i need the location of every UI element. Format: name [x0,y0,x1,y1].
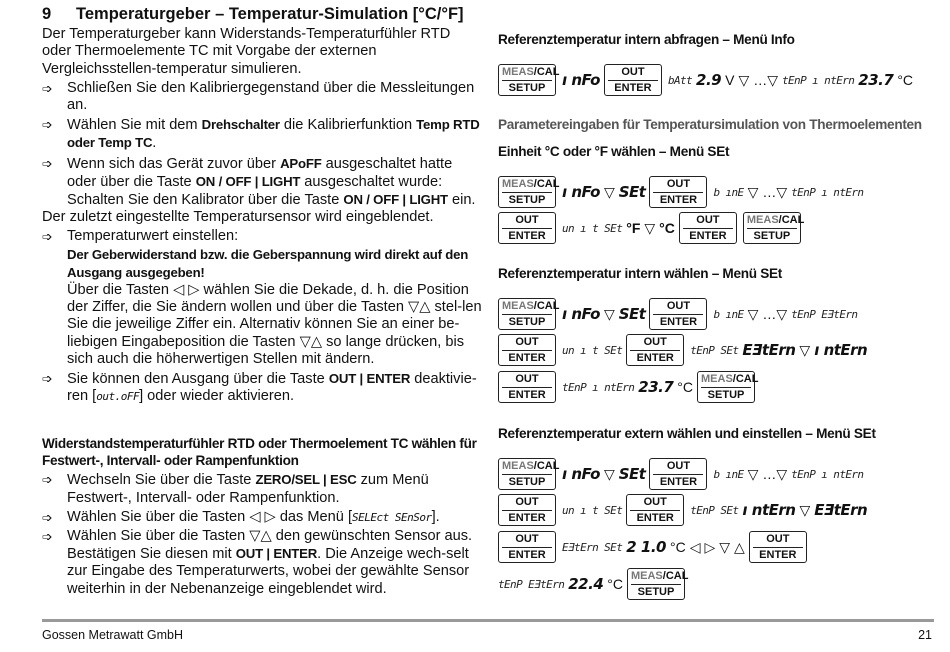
sequence-extern-2 [498,493,871,527]
meas-cal-setup-key: MEAS/CAL SETUP [743,212,801,244]
lcd-temp-extern: tEnP EƎtErn [791,307,858,321]
down-arrow-icon: ▽ [747,183,759,200]
list-item [42,528,482,598]
down-arrow-icon: ▽ [603,305,615,322]
lcd-set: SEt [618,465,646,483]
lcd-unit-set: un ı t SEt [562,343,623,357]
unit-celsius: °C [669,539,686,555]
sequence-extern-3 [498,530,813,564]
out-enter-key: OUT ENTER [649,176,707,208]
list-item-text: Wählen Sie über die Tasten ◁ ▷ das Menü [SELEct SEnSor]. [67,508,440,525]
dots-down-icon: …▽ [762,183,788,200]
list-item [42,80,482,114]
list-item-text: Wählen Sie mit dem Drehschalter die Kalibrierfunktion Temp RTD oder Temp TC. [67,117,480,152]
sequence-info [498,63,917,97]
list-item-text: Temperaturwert einstellen: Der Geberwiderstand bzw. die Geberspannung wird direkt auf den Ausgang ausgegeben! Über die Tasten ◁ ▷ wählen Sie die Dekade, d. h. die Position der Ziffer, die Sie ändern wollen und über die Tasten ▽△ stel-len Sie die jeweilige Ziffer ein. Alternativ können Sie an einer be-liebigen Eingabeposition die Tasten ▽△ so lange drücken, bis sich auch die höherwertigen Stellen mit ändern. [67,228,482,367]
out-enter-key: OUT ENTER [679,212,737,244]
lcd-temp-set: tEnP SEt [690,503,739,517]
lcd-info: ı nFo [562,71,600,89]
heading-extern: Referenztemperatur extern wählen und einstellen – Menü SEt [498,426,876,441]
out-enter-key: OUT ENTER [604,64,662,96]
arrow-bullet-icon: ➩ [42,80,53,96]
meas-cal-setup-key: MEAS/CAL SETUP [498,176,556,208]
lcd-extern: EƎtErn [742,341,796,359]
sequence-intern-3 [498,370,761,404]
lcd-info: ı nFo [562,183,600,201]
list-item [42,155,482,210]
lcd-info: ı nFo [562,305,600,323]
lcd-temp-extern-value: 22.4 [568,575,604,593]
sequence-extern-4 [498,567,691,601]
list-item-text: Wählen Sie über die Tasten ▽△ den gewünschten Sensor aus. Bestätigen Sie diesen mit OUT | ENTER. Die Anzeige wech-selt zur Eingabe des Temperaturwerts, wobei der gewählte Sensor weiterhin in der Nebenanzeige eingeblendet wird. [67,528,473,597]
dots-down-icon: …▽ [762,305,788,322]
lcd-intern: ı ntErn [814,341,868,359]
down-arrow-icon: ▽ [603,465,615,482]
lcd-bine: b ınE [713,467,744,481]
arrow-bullet-icon: ➩ [42,155,53,171]
out-enter-key: OUT ENTER [649,298,707,330]
unit-volt: V [725,72,735,88]
lcd-bine: b ınE [713,307,744,321]
paragraph: Der zuletzt eingestellte Temperatursensor wird eingeblendet. [42,209,434,226]
lcd-temp-intern: tEnP ı ntErn [562,380,635,394]
meas-cal-setup-key: MEAS/CAL SETUP [697,371,755,403]
out-enter-key: OUT ENTER [498,371,556,403]
dots-down-icon: …▽ [753,71,779,88]
out-enter-key: OUT ENTER [498,531,556,563]
down-arrow-icon: ▽ [738,71,750,88]
arrow-bullet-icon: ➩ [42,529,53,545]
lcd-batt: bAtt [667,73,693,87]
lcd-unit-set: un ı t SEt [562,221,623,235]
out-enter-key: OUT ENTER [498,494,556,526]
list-item [42,471,482,506]
intro-paragraph: Der Temperaturgeber kann Widerstands-Temperaturfühler RTD oder Thermoelemente TC mit Vorgabe der externen Vergleichsstellen-temperatur simulieren. [42,26,451,77]
sequence-unit-1 [498,175,867,209]
heading-params: Parametereingaben für Temperatursimulation von Thermoelementen [498,117,922,132]
section-heading [42,6,482,23]
arrow-bullet-icon: ➩ [42,117,53,133]
down-arrow-icon: ▽ [799,501,811,518]
lcd-temp-intern: tEnP ı ntErn [791,185,864,199]
subsection-heading: Widerstandstemperaturfühler RTD oder Thermoelement TC wählen für Festwert-, Intervall- oder Rampenfunktion [42,436,477,469]
list-item-text: Sie können den Ausgang über die Taste OUT | ENTER deaktivie-ren [out.oFF] oder wieder aktivieren. [67,371,477,405]
up-arrow-icon: △ [734,538,745,555]
down-arrow-icon: ▽ [747,305,759,322]
meas-cal-setup-key: MEAS/CAL SETUP [498,458,556,490]
section-title: Temperaturgeber – Temperatur-Simulation [°C/°F] [76,5,464,23]
list-item-text: Schließen Sie den Kalibriergegenstand über die Messleitungen an. [67,79,475,114]
sequence-unit-2 [498,211,807,245]
meas-cal-setup-key: MEAS/CAL SETUP [627,568,685,600]
down-arrow-icon: ▽ [799,341,811,358]
unit-celsius: °C [897,72,914,88]
down-arrow-icon: ▽ [719,538,731,555]
lcd-batt-value: 2.9 [696,71,722,89]
section-number: 9 [42,5,52,23]
dots-down-icon: …▽ [762,465,788,482]
unit-celsius: °C [607,576,623,592]
arrow-bullet-icon: ➩ [42,229,53,245]
list-item-text: Wechseln Sie über die Taste ZERO/SEL | ESC zum Menü Festwert-, Intervall- oder Rampenfunktion. [67,472,429,506]
meas-cal-setup-key: MEAS/CAL SETUP [498,298,556,330]
heading-unit: Einheit °C oder °F wählen – Menü SEt [498,144,730,159]
meas-cal-setup-key: MEAS/CAL SETUP [498,64,556,96]
down-arrow-icon: ▽ [603,183,615,200]
right-arrow-icon: ▷ [704,538,716,555]
heading-info: Referenztemperatur intern abfragen – Menü Info [498,32,795,47]
lcd-info: ı nFo [562,465,600,483]
unit-fahrenheit: °F [626,220,641,236]
lcd-temp-set: tEnP SEt [690,343,739,357]
page-number: 21 [918,628,932,642]
unit-celsius: °C [677,379,694,395]
lcd-extern-set: EƎtErn SEt [562,540,623,554]
lcd-extern: EƎtErn [814,501,868,519]
footer-rule [42,619,934,622]
lcd-set: SEt [618,305,646,323]
down-arrow-icon: ▽ [644,219,656,236]
left-column [42,6,482,598]
unit-celsius: °C [659,220,675,236]
sequence-intern-2 [498,333,871,367]
lcd-bine: b ınE [713,185,744,199]
sequence-intern-1 [498,297,861,331]
lcd-extern-set-value: 2 1.0 [626,538,666,556]
out-enter-key: OUT ENTER [626,334,684,366]
list-item [42,116,482,152]
arrow-bullet-icon: ➩ [42,509,53,525]
sequence-extern-1 [498,457,867,491]
out-enter-key: OUT ENTER [498,334,556,366]
list-item-text: Wenn sich das Gerät zuvor über APoFF ausgeschaltet hatte oder über die Taste ON / OFF | LIGHT ausgeschaltet wurde: Schalten Sie den Kalibrator über die Taste ON / OFF | LIGHT ein. [67,155,476,209]
down-arrow-icon: ▽ [747,465,759,482]
arrow-bullet-icon: ➩ [42,371,53,387]
arrow-bullet-icon: ➩ [42,472,53,488]
out-enter-key: OUT ENTER [749,531,807,563]
lcd-unit-set: un ı t SEt [562,503,623,517]
lcd-set: SEt [618,183,646,201]
left-arrow-icon: ◁ [689,538,701,555]
out-enter-key: OUT ENTER [626,494,684,526]
out-enter-key: OUT ENTER [498,212,556,244]
lcd-intern: ı ntErn [742,501,796,519]
footer-company: Gossen Metrawatt GmbH [42,628,184,642]
heading-intern: Referenztemperatur intern wählen – Menü SEt [498,266,782,281]
list-item [42,228,482,368]
lcd-temp-intern-value: 23.7 [638,378,674,396]
lcd-temp-extern: tEnP EƎtErn [498,577,565,591]
lcd-temp-intern: tEnP ı ntErn [782,73,855,87]
lcd-temp-intern: tEnP ı ntErn [791,467,864,481]
out-enter-key: OUT ENTER [649,458,707,490]
lcd-temp-intern-value: 23.7 [858,71,894,89]
list-item [42,370,482,405]
list-item [42,509,482,526]
